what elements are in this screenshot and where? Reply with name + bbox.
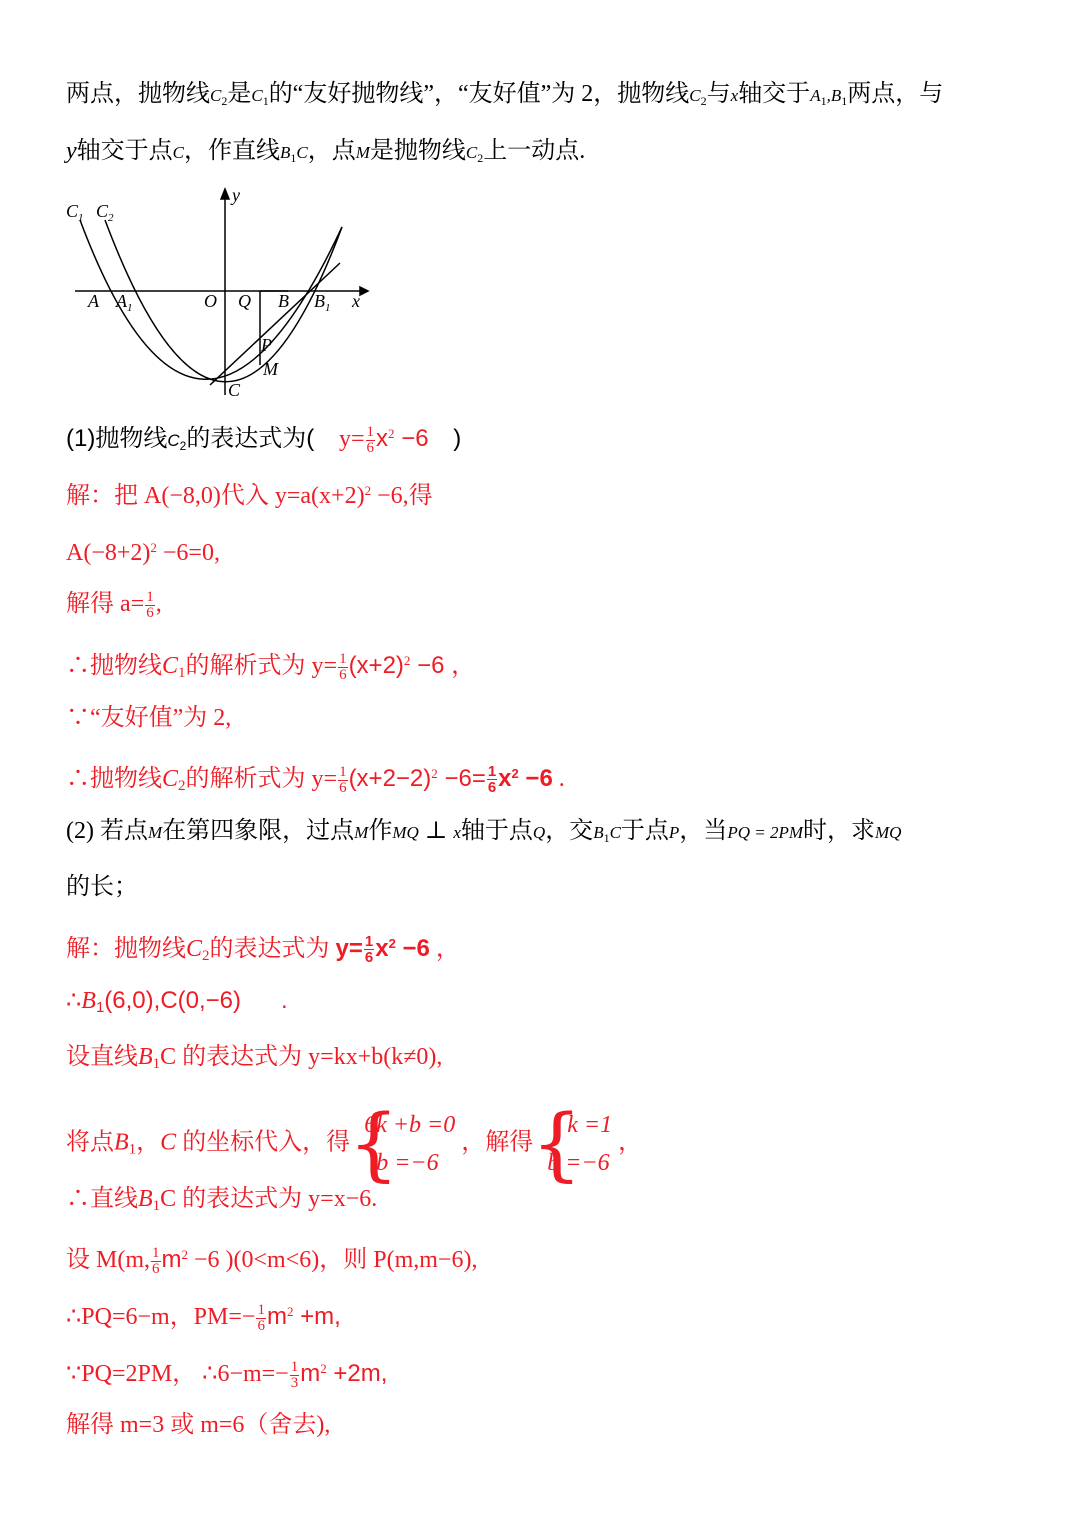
label-o: O (204, 291, 217, 311)
label-c2: $C_2$ (96, 201, 114, 224)
label-y: y (232, 185, 240, 205)
parabola-c2 (105, 220, 342, 382)
equation-system-2: { k =1 b =−6 (533, 1106, 612, 1182)
answer-1: y= $\frac{1}{6}$ $x^2 -6$ (338, 423, 429, 456)
sol1-line-5: ∵“友好值”为 2, (66, 705, 232, 731)
intro-line-2: y轴交于点C，作直线$B_1C$，点M是抛物线$C_2$上一动点. (66, 138, 586, 165)
label-c: C (228, 380, 241, 400)
label-b: B (278, 291, 289, 311)
label-c1: $C_1$ (66, 201, 84, 224)
sol2-line-5: ∴直线$B_1C$ 的表达式为 y=x−6. (66, 1186, 378, 1214)
sol2-line-6: 设 M(m, $\frac{1}{6}$ $m^2 -6$ )(0<m<6)，则 P(m,m−6), (66, 1244, 478, 1277)
label-b1: $B_1$ (314, 291, 331, 314)
question-2-line-1: (2) 若点M在第四象限，过点M作MQ ⊥ x轴于点Q，交$B_1C$于点P，当PQ = 2PM时，求MQ (66, 818, 902, 845)
label-p: P (261, 335, 272, 355)
sol1-line-4: ∴抛物线$C_1$的解析式为 y= $\frac{1}{6}$ $(x+2)^2 -6$ ， (66, 650, 476, 683)
sol2-line-2: $\therefore B_1(6,0),C(0,-6)$ . (66, 987, 288, 1016)
intro-line-1: 两点，抛物线$C_2$是$C_1$的“友好抛物线”，“友好值”为 2，抛物线$C_2$与x轴交于$A_1,B_1$两点，与 (66, 81, 944, 108)
sol2-line-3: 设直线$B_1C$ 的表达式为 y=kx+b(k≠0), (66, 1044, 443, 1072)
parabola-figure (60, 185, 380, 400)
label-x: x (352, 291, 360, 311)
sol2-line-1: 解：抛物线$C_2$的表达式为 y= $\frac{1}{6}$ $x^2 -6$ ， (66, 933, 460, 967)
label-a1: $A_1$ (116, 291, 133, 314)
label-m: M (263, 359, 278, 379)
label-a: A (88, 291, 99, 311)
question-2-line-2: 的长； (66, 874, 138, 900)
sol2-line-7: ∴PQ=6−m，PM=− $\frac{1}{6}$ $m^2 +m$, (66, 1301, 341, 1334)
sol1-line-2: $A(-8+2)^2 -6=0$, (66, 540, 220, 566)
sol1-line-1: 解：把 A(−8,0)代入 $y=a(x+2)^2 -6$,得 (66, 483, 433, 509)
label-q: Q (238, 291, 251, 311)
sol1-line-3: 解得 a= $\frac{1}{6}$ , (66, 588, 162, 621)
x-axis-arrow (360, 287, 368, 295)
question-1: (1)抛物线$C_2$的表达式为( y= $\frac{1}{6}$ $x^2 -6$ ) (66, 423, 462, 456)
equation-system-1: { 6k +b =0 b =−6 (350, 1106, 455, 1182)
y-axis-arrow (221, 189, 229, 199)
sol2-line-4: 将点$B_1$，C 的坐标代入，得 { 6k +b =0 b =−6 ，解得 { k =1 b =−6 ， (66, 1106, 642, 1182)
sol1-line-6: ∴抛物线$C_2$的解析式为 y= $\frac{1}{6}$ $(x+2-2)^2 -6=$ $\frac{1}{6}$ $x^2 -6$ . (66, 763, 565, 797)
sol2-line-9: 解得 m=3 或 m=6（舍去), (66, 1412, 331, 1438)
sol2-line-8: ∵PQ=2PM， ∴6−m=− $\frac{1}{3}$ $m^2 +2m$, (66, 1358, 388, 1391)
